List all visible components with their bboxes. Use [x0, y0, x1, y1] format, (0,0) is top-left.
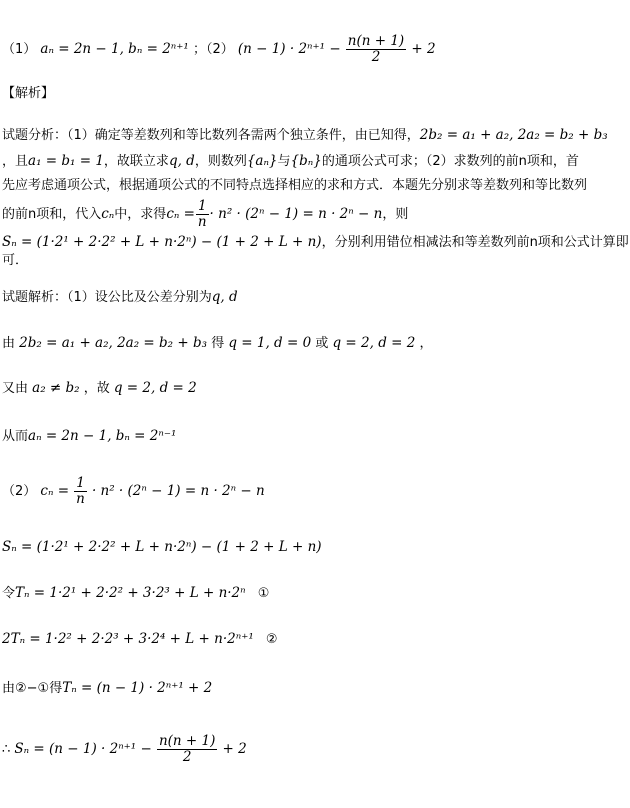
analysis-text: 与 [277, 154, 291, 169]
solution-line-10 [2, 734, 247, 765]
fraction-denominator: 2 [182, 749, 192, 765]
analysis-math: {aₙ} [246, 153, 278, 169]
analysis-fraction [196, 199, 209, 230]
solution-line-7 [2, 584, 269, 603]
analysis-text: ，则数列 [194, 154, 247, 169]
analysis-math: {bₙ} [290, 153, 322, 169]
solution-math: Tₙ = 1·2¹ + 2·2² + 3·2³ + L + n·2ⁿ [15, 585, 246, 601]
solution-text: 令 [2, 586, 16, 601]
fraction-denominator: n [197, 214, 207, 230]
solution-math: cₙ = [40, 483, 70, 499]
analysis-text: ，且 [2, 154, 29, 169]
solution-math: q = 2, d = 2 [113, 380, 197, 396]
fraction-numerator: n(n + 1) [347, 33, 405, 49]
solution-math: 2Tₙ = 1·2² + 2·2³ + 3·2⁴ + L + n·2ⁿ⁺¹ [2, 631, 254, 647]
answer-part2-fraction [346, 34, 406, 65]
analysis-line-3: 先应考虑通项公式，根据通项公式的不同特点选择相应的求和方式．本题先分别求等差数列和等比数列 [2, 178, 588, 193]
solution-math: Sₙ = (n − 1) · 2ⁿ⁺¹ − [14, 741, 152, 757]
analysis-text: 的前n项和，代入 [2, 207, 102, 222]
solution-text: 由②−①得 [2, 681, 63, 696]
solution-math: q, d [211, 289, 238, 305]
analysis-math: q, d [168, 153, 195, 169]
solution-fraction [74, 476, 87, 507]
solution-line-9 [2, 679, 212, 698]
analysis-math: cₙ [101, 206, 115, 222]
solution-text: ，故 [83, 381, 110, 396]
equation-marker-2: ② [265, 632, 278, 647]
analysis-text: 中，求得 [114, 207, 167, 222]
fraction-denominator: 2 [371, 49, 381, 65]
solution-math: q = 1, d = 0 [228, 335, 312, 351]
answer-separator: ；（2） [192, 42, 234, 57]
analysis-text: ，则 [382, 207, 409, 222]
analysis-line-6: 可． [2, 253, 29, 268]
analysis-heading: 【解析】 [2, 86, 55, 101]
answer-part1-math: aₙ = 2n − 1, bₙ = 2ⁿ⁺¹ [40, 41, 189, 57]
solution-line-3 [2, 379, 197, 398]
solution-text: 试题解析：（1）设公比及公差分别为 [2, 290, 212, 305]
fraction-denominator: n [76, 491, 85, 507]
analysis-math: cₙ = [166, 206, 195, 222]
fraction-numerator: n(n + 1) [158, 733, 216, 749]
equation-marker-1: ① [257, 586, 270, 601]
solution-math: aₙ = 2n − 1, bₙ = 2ⁿ⁻¹ [28, 428, 177, 444]
solution-math: q = 2, d = 2 [332, 335, 416, 351]
analysis-text: 的通项公式可求；（2）求数列的前n项和，首 [321, 154, 579, 169]
fraction-numerator: 1 [197, 198, 207, 214]
analysis-text: 试题分析：（1）确定等差数列和等比数列各需两个独立条件，由已知得， [2, 128, 420, 143]
analysis-math: 2b₂ = a₁ + a₂, 2a₂ = b₂ + b₃ [419, 127, 608, 143]
answer-part2-math-b: + 2 [411, 41, 436, 57]
analysis-line-5 [2, 233, 629, 252]
analysis-line-4 [2, 199, 408, 230]
solution-math: a₂ ≠ b₂ [32, 380, 80, 396]
answer-line [2, 34, 436, 65]
answer-part1-label: （1） [2, 42, 37, 57]
analysis-line-2 [2, 152, 579, 171]
solution-line-4 [2, 427, 176, 446]
solution-math: + 2 [222, 741, 247, 757]
solution-text: ， [419, 336, 433, 351]
solution-math: Tₙ = (n − 1) · 2ⁿ⁺¹ + 2 [62, 680, 213, 696]
solution-line-8 [2, 630, 278, 649]
solution-line-2 [2, 334, 432, 353]
solution-line-5 [2, 476, 265, 507]
solution-line-6 [2, 538, 322, 557]
therefore-symbol: ∴ [2, 742, 11, 757]
answer-part2-math-a: (n − 1) · 2ⁿ⁺¹ − [237, 41, 341, 57]
fraction-numerator: 1 [76, 475, 85, 491]
solution-math: · n² · (2ⁿ − 1) = n · 2ⁿ − n [91, 483, 265, 499]
analysis-math: a₁ = b₁ = 1 [28, 153, 104, 169]
solution-text: 得 [211, 336, 225, 351]
solution-text: 又由 [2, 381, 29, 396]
solution-math: Sₙ = (1·2¹ + 2·2² + L + n·2ⁿ) − (1 + 2 + L + n) [2, 539, 322, 555]
solution-text: （2） [2, 484, 37, 499]
solution-text: 或 [315, 336, 329, 351]
analysis-text: ，分别利用错位相减法和等差数列前n项和公式计算即 [321, 235, 629, 250]
solution-text: 由 [2, 336, 16, 351]
analysis-math: Sₙ = (1·2¹ + 2·2² + L + n·2ⁿ) − (1 + 2 + L + n) [2, 234, 322, 250]
solution-line-1 [2, 288, 238, 307]
solution-math: 2b₂ = a₁ + a₂, 2a₂ = b₂ + b₃ [19, 335, 208, 351]
solution-text: 从而 [2, 429, 29, 444]
analysis-math: · n² · (2ⁿ − 1) = n · 2ⁿ − n [209, 206, 383, 222]
solution-fraction [157, 734, 217, 765]
analysis-line-1 [2, 126, 608, 145]
analysis-text: ，故联立求 [103, 154, 169, 169]
